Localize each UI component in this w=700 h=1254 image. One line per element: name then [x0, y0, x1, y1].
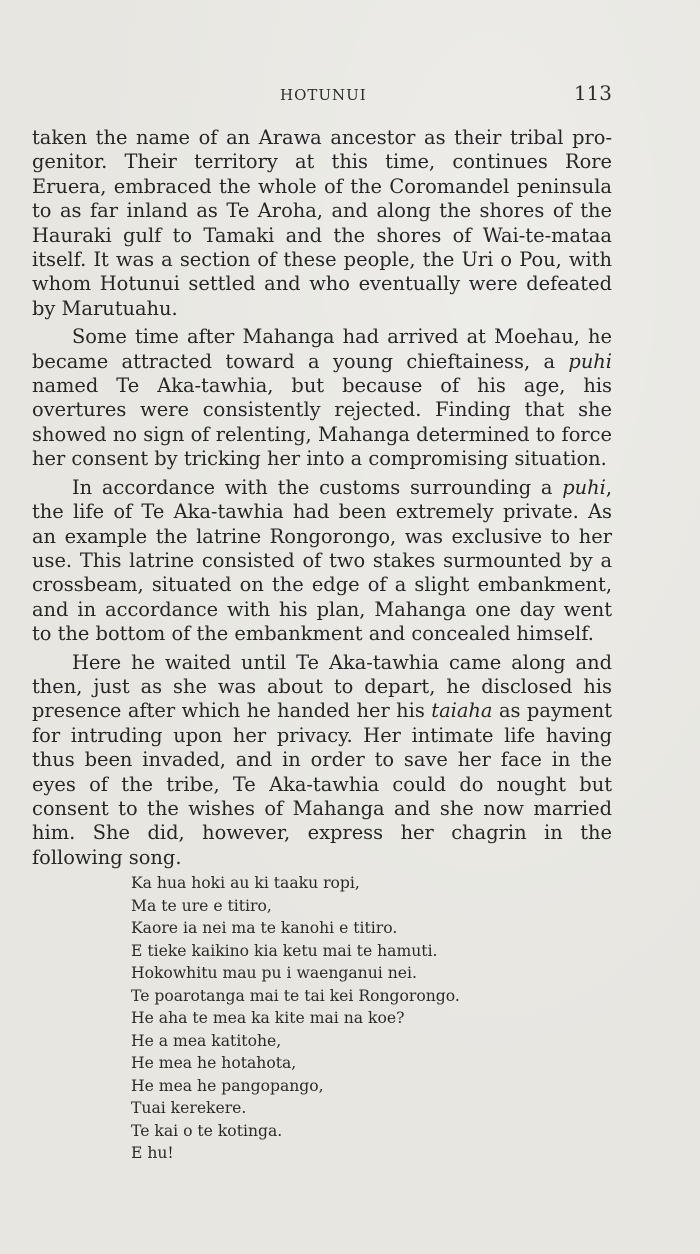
italic-term: puhi — [562, 475, 606, 499]
verse-line: Kaore ia nei ma te kanohi e titiro. — [131, 919, 398, 937]
text-segment: Some time after Mahanga had arrived at Moehau, he became attracted toward a young chieftainess, a — [32, 325, 612, 373]
song-verse — [131, 872, 460, 1165]
verse-line: Ka hua hoki au ki taaku ropi, — [131, 874, 360, 892]
text-segment: as payment for intruding upon her privacy. Her intimate life having thus been invaded, and in order to save her face in the eyes of the tribe, Te Aka-tawhia could do nought but consent to the wishes of Mahanga and she now married him. She did, however, express her chagrin in the following song. — [32, 699, 612, 869]
paragraph — [32, 651, 612, 871]
text-segment: Here he waited until Te Aka-tawhia came along and then, just as she was about to depart, he disclosed his presence after which he handed her his — [32, 650, 612, 723]
verse-line: Ma te ure e titiro, — [131, 896, 272, 915]
running-head-title: HOTUNUI — [280, 86, 367, 104]
verse-line: Te kai o te kotinga. — [131, 1121, 283, 1140]
body-text — [32, 126, 612, 874]
text-segment: named Te Aka-tawhia, but because of his age, his overtures were consistently rejected. Finding that she showed no sign of relenting, Mahanga determined to force her consent by tricking her into a compromising situation. — [32, 374, 612, 471]
paragraph — [32, 126, 612, 321]
verse-line: He mea he pangopango, — [131, 1076, 324, 1095]
verse-line: Hokowhitu mau pu i waenganui nei. — [131, 964, 417, 982]
verse-line: E tieke kaikino kia ketu mai te hamuti. — [131, 941, 438, 960]
page-number: 113 — [573, 81, 612, 105]
running-head — [32, 81, 612, 108]
italic-term: puhi — [568, 349, 612, 373]
text-segment: taken the name of an Arawa ancestor as their tribal progenitor. Their territory at this time, continues Rore Eruera, embraced the whole of the Coromandel peninsula to as far inland as Te Aroha, and along the shores of the Hauraki gulf to Tamaki and the shores of Wai-te-mataa itself. It was a section of these people, the Uri o Pou, with whom Hotunui settled and who eventually were defeated by Marutuahu. — [32, 126, 612, 320]
verse-line: Tuai kerekere. — [131, 1099, 247, 1117]
italic-term: taiaha — [431, 699, 493, 723]
text-segment: , the life of Te Aka-tawhia had been extremely private. As an example the latrine Rongorongo, was exclusive to her use. This latrine consisted of two stakes surmounted by a crossbeam, situated on the edge of a slight embankment, and in accordance with his plan, Mahanga one day went to the bottom of the embankment and concealed himself. — [32, 475, 612, 646]
verse-line: He a mea katitohe, — [131, 1031, 282, 1050]
paragraph — [32, 476, 612, 647]
verse-line: Te poarotanga mai te tai kei Rongorongo. — [131, 986, 460, 1005]
verse-line: He aha te mea ka kite mai na koe? — [131, 1009, 405, 1027]
paragraph — [32, 325, 612, 471]
text-segment: In accordance with the customs surrounding a — [72, 475, 563, 499]
verse-line: He mea he hotahota, — [131, 1054, 297, 1072]
verse-line: E hu! — [131, 1144, 174, 1162]
